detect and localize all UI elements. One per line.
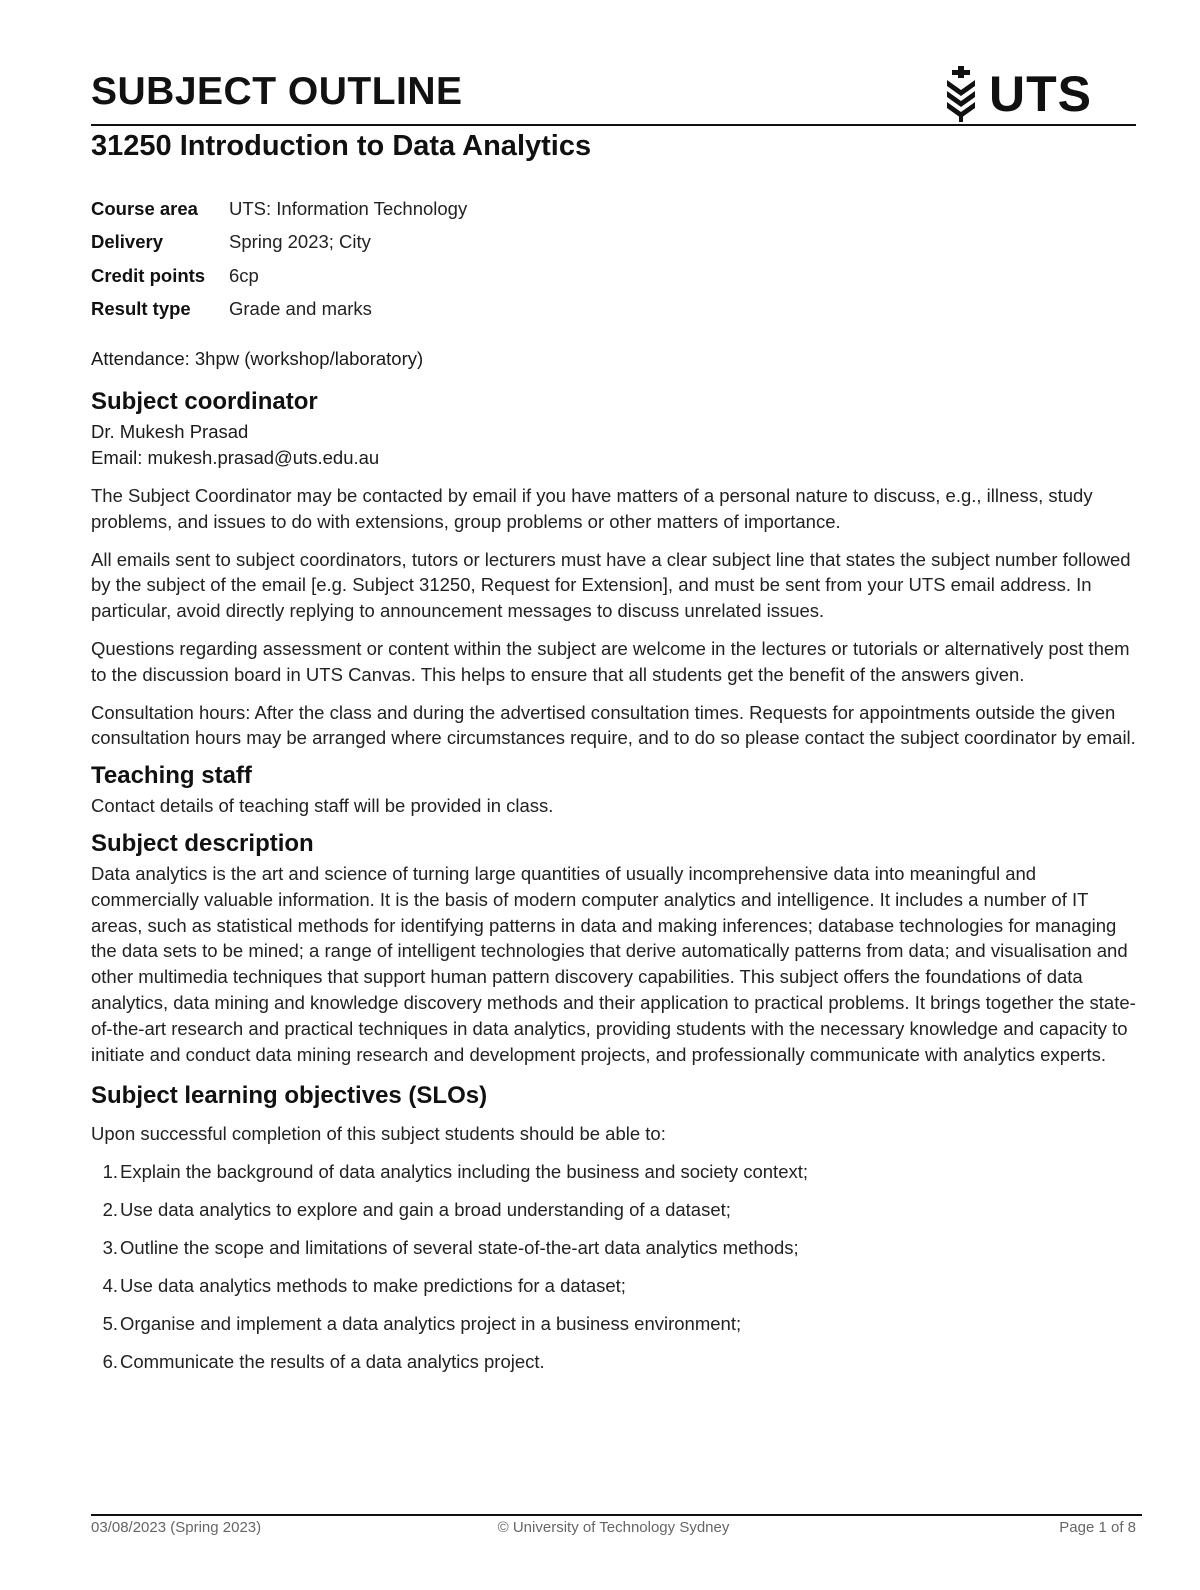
- list-item: [91, 1349, 1136, 1375]
- list-item: [91, 1159, 1136, 1185]
- description-heading: Subject description: [91, 829, 314, 857]
- list-text: Explain the background of data analytics including the business and society context;: [120, 1161, 809, 1183]
- list-item: [91, 1273, 1136, 1299]
- detail-label: Delivery: [91, 231, 163, 253]
- detail-row-result-type: [91, 293, 467, 327]
- detail-row-credit-points: [91, 259, 467, 293]
- list-number: 6.: [102, 1351, 118, 1373]
- list-text: Outline the scope and limitations of several state-of-the-art data analytics methods;: [120, 1237, 799, 1259]
- coordinator-paragraph: The Subject Coordinator may be contacted by email if you have matters of a personal nature to discuss, e.g., illness, study problems, and issues to do with extensions, group problems or other matters of importance.: [91, 485, 1093, 532]
- uts-crest-icon: [941, 66, 981, 122]
- detail-label: Credit points: [91, 264, 206, 286]
- list-number: 1.: [102, 1161, 118, 1183]
- list-number: 2.: [102, 1199, 118, 1221]
- coordinator-email[interactable]: Email: mukesh.prasad@uts.edu.au: [91, 447, 380, 468]
- subject-details: [91, 192, 467, 326]
- header: [91, 66, 1136, 126]
- detail-row-course-area: [91, 192, 467, 226]
- list-number: 5.: [102, 1313, 118, 1335]
- objectives-heading: Subject learning objectives (SLOs): [91, 1082, 488, 1110]
- footer-divider: [91, 1514, 1142, 1516]
- coordinator-paragraph: All emails sent to subject coordinators, tutors or lecturers must have a clear subject line that states the subject number followed by the subject of the email [e.g. Subject 31250, Request for Extension], and must be sent from your UTS email address. In particular, avoid directly replying to announcement messages to discuss unrelated issues.: [91, 548, 1131, 622]
- document-title: SUBJECT OUTLINE: [91, 70, 463, 113]
- list-number: 4.: [102, 1275, 118, 1297]
- detail-row-delivery: [91, 226, 467, 260]
- coordinator-heading: Subject coordinator: [91, 388, 318, 415]
- list-text: Organise and implement a data analytics project in a business environment;: [120, 1313, 742, 1335]
- subject-title: 31250 Introduction to Data Analytics: [91, 130, 592, 162]
- teaching-staff-heading: Teaching staff: [91, 762, 252, 790]
- detail-value: Grade and marks: [229, 298, 372, 320]
- teaching-staff-text: Contact details of teaching staff will be provided in class.: [91, 795, 554, 817]
- document-page: [91, 0, 1136, 1590]
- list-item: [91, 1235, 1136, 1261]
- footer-copyright: © University of Technology Sydney: [497, 1519, 730, 1536]
- list-item: [91, 1311, 1136, 1337]
- detail-label: Result type: [91, 298, 191, 320]
- uts-logo: [941, 66, 1092, 122]
- objectives-list: [91, 1159, 1136, 1375]
- list-text: Use data analytics to explore and gain a broad understanding of a dataset;: [120, 1199, 731, 1221]
- list-item: [91, 1197, 1136, 1223]
- logo-text: UTS: [989, 66, 1092, 122]
- detail-value: Spring 2023; City: [229, 231, 371, 253]
- list-text: Use data analytics methods to make predictions for a dataset;: [120, 1275, 626, 1297]
- detail-value: 6cp: [229, 264, 259, 286]
- coordinator-name: Dr. Mukesh Prasad: [91, 421, 249, 442]
- coordinator-paragraph: Questions regarding assessment or content within the subject are welcome in the lectures or tutorials or alternatively post them to the discussion board in UTS Canvas. This helps to ensure that all students get the benefit of the answers given.: [91, 637, 1130, 685]
- attendance: Attendance: 3hpw (workshop/laboratory): [91, 348, 424, 369]
- list-text: Communicate the results of a data analytics project.: [120, 1351, 545, 1373]
- page-number: Page 1 of 8: [1059, 1519, 1136, 1536]
- description-text: Data analytics is the art and science of turning large quantities of usually incomprehensive data into meaningful and commercially valuable information. It is the basis of modern computer analytics and intelligence. It includes a number of IT areas, such as statistical methods for identifying patterns in data and making inferences; database technologies for managing the data sets to be mined; a range of intelligent technologies that derive automatically patterns from data; and visualisation and other multimedia techniques that support human pattern discovery capabilities. This subject offers the foundations of data analytics, data mining and knowledge discovery methods and their application to practical problems. It brings together the state-of-the-art research and practical techniques in data analytics, providing students with the necessary knowledge and capacity to initiate and conduct data mining research and development projects, and professionally communicate with analytics experts.: [91, 862, 1136, 1065]
- main-content: [91, 385, 1136, 1375]
- header-divider: [91, 124, 1136, 126]
- list-number: 3.: [102, 1237, 118, 1259]
- footer-date: 03/08/2023 (Spring 2023): [91, 1519, 262, 1536]
- detail-value: UTS: Information Technology: [229, 197, 468, 219]
- objectives-intro: Upon successful completion of this subject students should be able to:: [91, 1123, 666, 1145]
- coordinator-paragraph: Consultation hours: After the class and during the advertised consultation times. Requests for appointments outside the given consultation hours may be arranged where circumstances require, and to do so please contact the subject coordinator by email.: [91, 701, 1136, 749]
- detail-label: Course area: [91, 197, 198, 219]
